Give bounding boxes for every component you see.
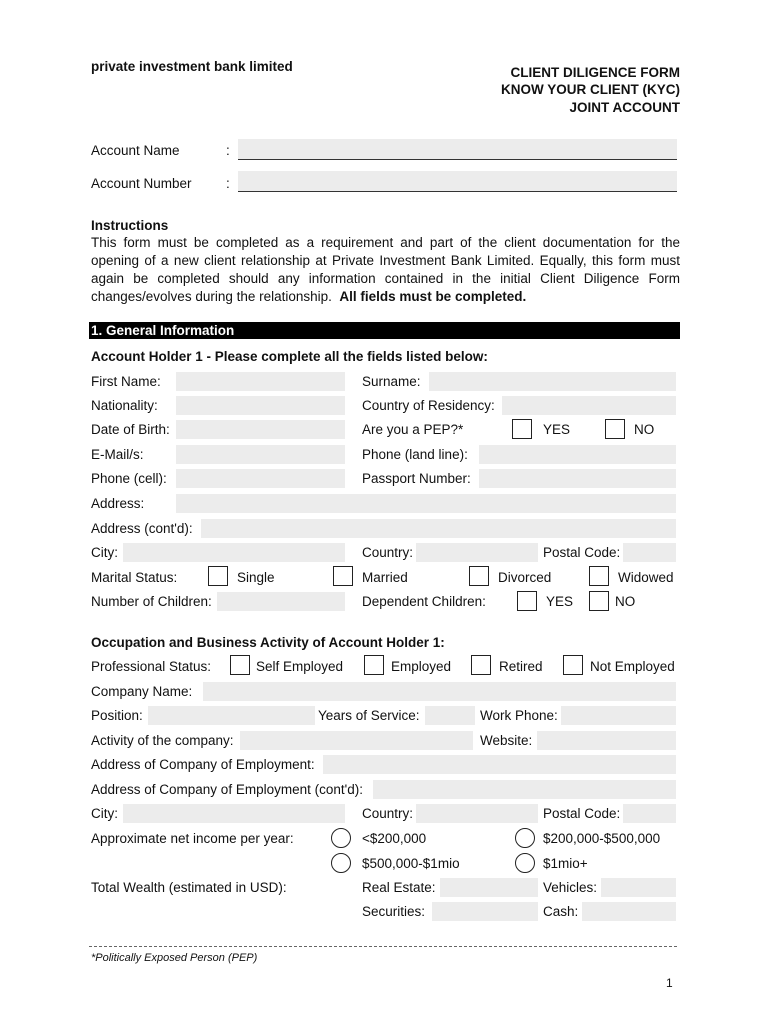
securities-input[interactable] [432, 902, 538, 921]
marital-status-label: Marital Status: [91, 570, 178, 585]
instructions-emphasis: All fields must be completed. [339, 289, 527, 304]
surname-label: Surname: [362, 374, 421, 389]
account-name-field[interactable] [238, 139, 677, 160]
income-under-200k-label: <$200,000 [362, 831, 427, 846]
account-number-colon: : [226, 176, 230, 191]
country-input[interactable] [416, 543, 538, 562]
instructions-body [91, 234, 680, 306]
retired-checkbox[interactable] [471, 655, 491, 675]
income-200k-500k-label: $200,000-$500,000 [543, 831, 661, 846]
company-address-label: Address of Company of Employment: [91, 757, 315, 772]
work-phone-input[interactable] [561, 706, 676, 725]
company-address-cont-input[interactable] [373, 780, 676, 799]
phone-land-label: Phone (land line): [362, 447, 468, 462]
cash-input[interactable] [582, 902, 676, 921]
married-label: Married [362, 570, 408, 585]
account-name-label: Account Name [91, 143, 180, 158]
real-estate-input[interactable] [440, 878, 538, 897]
passport-input[interactable] [479, 469, 676, 488]
dependent-yes-label: YES [546, 594, 574, 609]
employed-checkbox[interactable] [364, 655, 384, 675]
first-name-input[interactable] [176, 372, 345, 391]
pep-footnote: *Politically Exposed Person (PEP) [91, 952, 258, 964]
single-checkbox[interactable] [208, 566, 228, 586]
company-country-label: Country: [362, 806, 414, 821]
professional-status-label: Professional Status: [91, 659, 212, 674]
instructions-heading: Instructions [91, 218, 169, 233]
company-country-input[interactable] [416, 804, 538, 823]
phone-land-input[interactable] [479, 445, 676, 464]
years-service-label: Years of Service: [318, 708, 420, 723]
city-label: City: [91, 545, 118, 560]
activity-label: Activity of the company: [91, 733, 234, 748]
address-cont-input[interactable] [201, 519, 676, 538]
phone-cell-input[interactable] [176, 469, 345, 488]
position-input[interactable] [148, 706, 315, 725]
divorced-checkbox[interactable] [469, 566, 489, 586]
website-input[interactable] [537, 731, 676, 750]
income-under-200k-radio[interactable] [331, 828, 351, 848]
nationality-label: Nationality: [91, 398, 158, 413]
account-number-field[interactable] [238, 171, 677, 192]
email-label: E-Mail/s: [91, 447, 144, 462]
pep-yes-checkbox[interactable] [512, 419, 532, 439]
company-name-label: Company Name: [91, 684, 193, 699]
company-address-input[interactable] [323, 755, 676, 774]
vehicles-input[interactable] [601, 878, 676, 897]
pep-label: Are you a PEP?* [362, 422, 464, 437]
account-name-colon: : [226, 143, 230, 158]
company-city-label: City: [91, 806, 118, 821]
vehicles-label: Vehicles: [543, 880, 598, 895]
income-1mio-plus-label: $1mio+ [543, 856, 588, 871]
form-title-line-2: KNOW YOUR CLIENT (KYC) [501, 82, 680, 97]
postal-label: Postal Code: [543, 545, 621, 560]
country-residency-label: Country of Residency: [362, 398, 495, 413]
dob-input[interactable] [176, 420, 345, 439]
retired-label: Retired [499, 659, 543, 674]
bank-name: private investment bank limited [91, 59, 293, 74]
activity-input[interactable] [240, 731, 473, 750]
surname-input[interactable] [429, 372, 676, 391]
pep-no-checkbox[interactable] [605, 419, 625, 439]
income-1mio-plus-radio[interactable] [515, 853, 535, 873]
nationality-input[interactable] [176, 396, 345, 415]
occupation-heading: Occupation and Business Activity of Account Holder 1: [91, 635, 445, 650]
income-500k-1mio-label: $500,000-$1mio [362, 856, 460, 871]
footnote-divider [89, 946, 677, 947]
postal-input[interactable] [623, 543, 676, 562]
company-name-input[interactable] [203, 682, 676, 701]
company-address-cont-label: Address of Company of Employment (cont'd): [91, 782, 363, 797]
company-postal-input[interactable] [623, 804, 676, 823]
passport-label: Passport Number: [362, 471, 471, 486]
pep-yes-label: YES [543, 422, 571, 437]
married-checkbox[interactable] [333, 566, 353, 586]
position-label: Position: [91, 708, 143, 723]
years-service-input[interactable] [425, 706, 475, 725]
account-number-label: Account Number [91, 176, 192, 191]
dependent-no-checkbox[interactable] [589, 591, 609, 611]
city-input[interactable] [123, 543, 345, 562]
cash-label: Cash: [543, 904, 579, 919]
securities-label: Securities: [362, 904, 426, 919]
dependent-yes-checkbox[interactable] [517, 591, 537, 611]
form-title-line-1: CLIENT DILIGENCE FORM [510, 65, 680, 80]
dob-label: Date of Birth: [91, 422, 170, 437]
account-holder-subheading: Account Holder 1 - Please complete all the fields listed below: [91, 349, 488, 364]
children-label: Number of Children: [91, 594, 212, 609]
instructions-text: This form must be completed as a requirement and part of the client documentation for the opening of a new client relationship at Private Investment Bank Limited. Equally, this form must again be completed should any information contained in the initial Client Diligence Form changes/evolves during the relationship. [91, 235, 680, 304]
company-city-input[interactable] [123, 804, 345, 823]
widowed-label: Widowed [618, 570, 674, 585]
country-label: Country: [362, 545, 414, 560]
phone-cell-label: Phone (cell): [91, 471, 167, 486]
pep-no-label: NO [634, 422, 655, 437]
children-input[interactable] [217, 592, 345, 611]
self-employed-label: Self Employed [256, 659, 344, 674]
address-label: Address: [91, 496, 145, 511]
income-200k-500k-radio[interactable] [515, 828, 535, 848]
total-wealth-label: Total Wealth (estimated in USD): [91, 880, 287, 895]
company-postal-label: Postal Code: [543, 806, 621, 821]
page-number: 1 [666, 976, 673, 990]
dependent-children-label: Dependent Children: [362, 594, 486, 609]
dependent-no-label: NO [615, 594, 636, 609]
employed-label: Employed [391, 659, 452, 674]
income-500k-1mio-radio[interactable] [331, 853, 351, 873]
work-phone-label: Work Phone: [480, 708, 558, 723]
self-employed-checkbox[interactable] [230, 655, 250, 675]
address-cont-label: Address (cont'd): [91, 521, 193, 536]
single-label: Single [237, 570, 275, 585]
not-employed-checkbox[interactable] [563, 655, 583, 675]
section-general-information: 1. General Information [89, 322, 680, 339]
form-title-line-3: JOINT ACCOUNT [569, 100, 680, 115]
address-input[interactable] [176, 494, 676, 513]
widowed-checkbox[interactable] [589, 566, 609, 586]
not-employed-label: Not Employed [590, 659, 675, 674]
divorced-label: Divorced [498, 570, 552, 585]
website-label: Website: [480, 733, 533, 748]
real-estate-label: Real Estate: [362, 880, 436, 895]
first-name-label: First Name: [91, 374, 161, 389]
email-input[interactable] [176, 445, 345, 464]
net-income-label: Approximate net income per year: [91, 831, 294, 846]
country-residency-input[interactable] [502, 396, 676, 415]
